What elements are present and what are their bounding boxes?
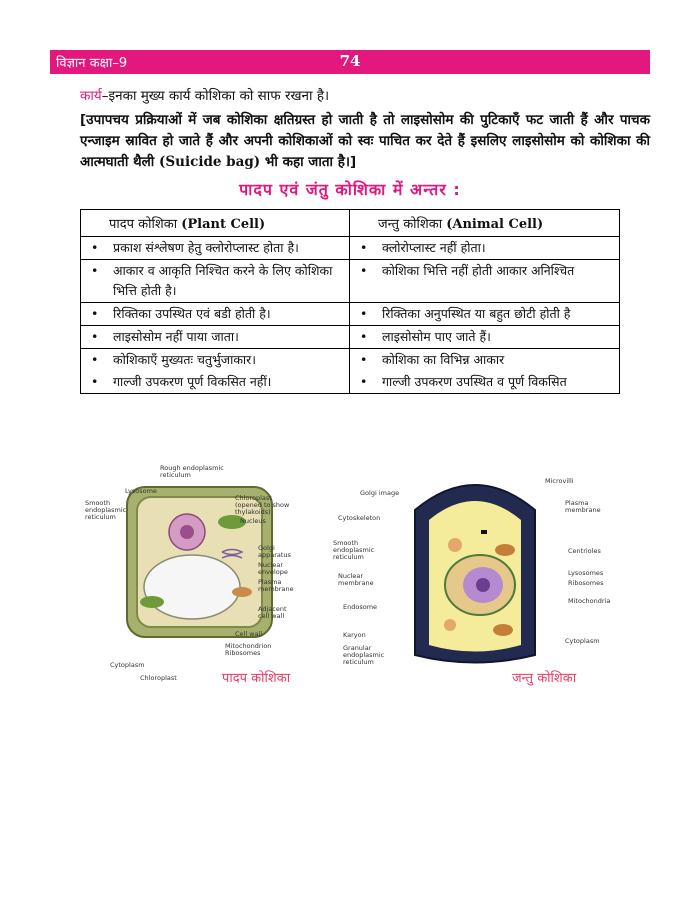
animal-cell [350, 237, 620, 260]
list-item [350, 371, 619, 393]
label-ribosomes: Ribosomes [568, 579, 604, 587]
function-line [80, 86, 329, 104]
bullet: • [360, 352, 368, 367]
label-endosome: Endosome [343, 603, 378, 611]
item-text: क्लोरोप्लास्ट नहीं होता। [382, 240, 486, 255]
label-chloroplast-open: Chloroplast (opened to show thylakoids) [235, 494, 290, 516]
plant-cell [81, 237, 350, 260]
nucleolus-shape [180, 525, 194, 539]
label-centrioles: Centrioles [568, 547, 601, 555]
item-text: लाइसोसोम नहीं पाया जाता। [113, 329, 239, 344]
table-row [81, 303, 620, 326]
animal-cell [350, 260, 620, 303]
item-text: कोशिका भित्ति नहीं होती आकार अनिश्चित [382, 263, 575, 278]
bullet: • [360, 240, 368, 255]
bullet: • [91, 263, 99, 278]
paragraph-end: भी कहा जाता है।] [260, 154, 357, 170]
label-lysosome: Lysosome [125, 487, 157, 495]
item-text: गाल्जी उपकरण उपस्थित व पूर्ण विकसित [382, 374, 567, 389]
paragraph-english: (Suicide bag) [159, 154, 261, 170]
table-row [81, 349, 620, 394]
label-rough-er: Rough endoplasmic reticulum [160, 464, 224, 479]
animal-cell [350, 326, 620, 349]
endosome-shape [444, 619, 456, 631]
lysosome-paragraph [80, 110, 650, 173]
centriole-shape [481, 530, 487, 534]
bullet: • [91, 306, 99, 321]
bullet: • [360, 306, 368, 321]
plant-cell [81, 303, 350, 326]
plant-cell-header [81, 210, 350, 237]
bullet: • [360, 374, 368, 389]
label-golgi: Golgi apparatus [258, 544, 291, 559]
label-golgi-image: Golgi image [360, 489, 400, 497]
label-cytoskeleton: Cytoskeleton [338, 514, 381, 522]
label-karyon: Karyon [343, 631, 366, 639]
list-item [350, 237, 619, 259]
label-nucleus: Nucleus [240, 517, 266, 525]
animal-cell-figure [395, 470, 555, 670]
label-mito-ribo: Mitochondrion Ribosomes [225, 642, 272, 657]
function-text: –इनका मुख्य कार्य कोशिका को साफ रखना है। [101, 88, 330, 104]
bullet: • [91, 329, 99, 344]
list-item [81, 349, 349, 371]
label-chloroplast: Chloroplast [140, 674, 177, 682]
animal-cell [350, 303, 620, 326]
nucleolus-shape [476, 578, 490, 592]
label-mitochondria: Mitochondria [568, 597, 611, 605]
list-item [81, 303, 349, 325]
label-granular-er: Granular endoplasmic reticulum [343, 644, 385, 666]
list-item [350, 326, 619, 348]
item-text: लाइसोसोम पाए जाते हैं। [382, 329, 491, 344]
item-text: प्रकाश संश्लेषण हेतु क्लोरोप्लास्ट होता है। [113, 240, 299, 255]
paragraph-text: [उपापचय प्रक्रियाओं में जब कोशिका क्षतिग्रस्त हो जाती है तो लाइसोसोम की पुटिकाएँ फट जाती हैं और पाचक एन्जाइम स्रावित हो जाते हैं और अपनी कोशिकाओं को स्वः पाचित कर देते हैं इसलिए लाइसोसोम को कोशिका की आत्मघाती थैली [80, 112, 650, 170]
plant-cell-caption: पादप कोशिका [222, 671, 291, 686]
table-header-row [81, 210, 620, 237]
label-cytoplasm: Cytoplasm [565, 637, 600, 645]
table-row [81, 326, 620, 349]
item-text: कोशिका का विभिन्न आकार [382, 352, 505, 367]
header-hindi: पादप कोशिका [109, 217, 182, 232]
plant-cell [81, 349, 350, 394]
header-hindi: जन्तु कोशिका [378, 217, 447, 232]
label-nuclear-membrane: Nuclear membrane [338, 572, 374, 587]
mitochondrion-shape [493, 624, 513, 636]
header-english: (Plant Cell) [181, 217, 266, 232]
table-row [81, 237, 620, 260]
bullet: • [91, 240, 99, 255]
label-cell-wall: Cell wall [235, 630, 263, 638]
list-item [350, 303, 619, 325]
animal-cell-caption: जन्तु कोशिका [512, 671, 577, 686]
lysosome-shape [448, 538, 462, 552]
label-cytoplasm: Cytoplasm [110, 661, 145, 669]
mitochondrion-shape [232, 587, 252, 597]
list-item [81, 237, 349, 259]
page-number: 74 [339, 52, 361, 70]
animal-cell [350, 349, 620, 394]
list-item [81, 260, 349, 302]
bullet: • [91, 352, 99, 367]
animal-cell-header [350, 210, 620, 237]
mitochondrion-shape [495, 544, 515, 556]
item-text: आकार व आकृति निश्चित करने के लिए कोशिका भित्ति होती है। [113, 263, 333, 298]
list-item [350, 260, 619, 282]
item-text: रिक्तिका उपस्थित एवं बडी होती है। [113, 306, 271, 321]
bullet: • [360, 329, 368, 344]
label-nuclear-envelope: Nuclear envelope [258, 561, 288, 576]
plant-cell [81, 260, 350, 303]
header-english: (Animal Cell) [446, 217, 544, 232]
bullet: • [360, 263, 368, 278]
bullet: • [91, 374, 99, 389]
page-header-bar [50, 50, 650, 74]
label-microvilli: Microvilli [545, 477, 574, 485]
subject-label: विज्ञान कक्षा–9 [56, 56, 128, 71]
vacuole-shape [144, 555, 240, 619]
section-heading: पादप एवं जंतु कोशिका में अन्तर : [239, 180, 461, 199]
item-text: कोशिकाएँ मुख्यतः चतुर्भुजाकार। [113, 352, 257, 367]
item-text: रिक्तिका अनुपस्थित या बहुत छोटी होती है [382, 306, 571, 321]
label-smooth-er: Smooth endoplasmic reticulum [85, 499, 127, 521]
plant-cell [81, 326, 350, 349]
label-plasma-membrane: Plasma membrane [258, 578, 294, 593]
list-item [81, 371, 349, 393]
table-row [81, 260, 620, 303]
label-adjacent-wall: Adjacent cell wall [258, 605, 287, 620]
label-smooth-er: Smooth endoplasmic reticulum [333, 539, 375, 561]
list-item [81, 326, 349, 348]
chloroplast-shape [140, 596, 164, 608]
label-plasma-membrane: Plasma membrane [565, 499, 601, 514]
list-item [350, 349, 619, 371]
function-keyword: कार्य [80, 88, 102, 104]
comparison-table [80, 209, 620, 394]
item-text: गाल्जी उपकरण पूर्ण विकसित नहीं। [113, 374, 272, 389]
label-lysosomes: Lysosomes [568, 569, 604, 577]
